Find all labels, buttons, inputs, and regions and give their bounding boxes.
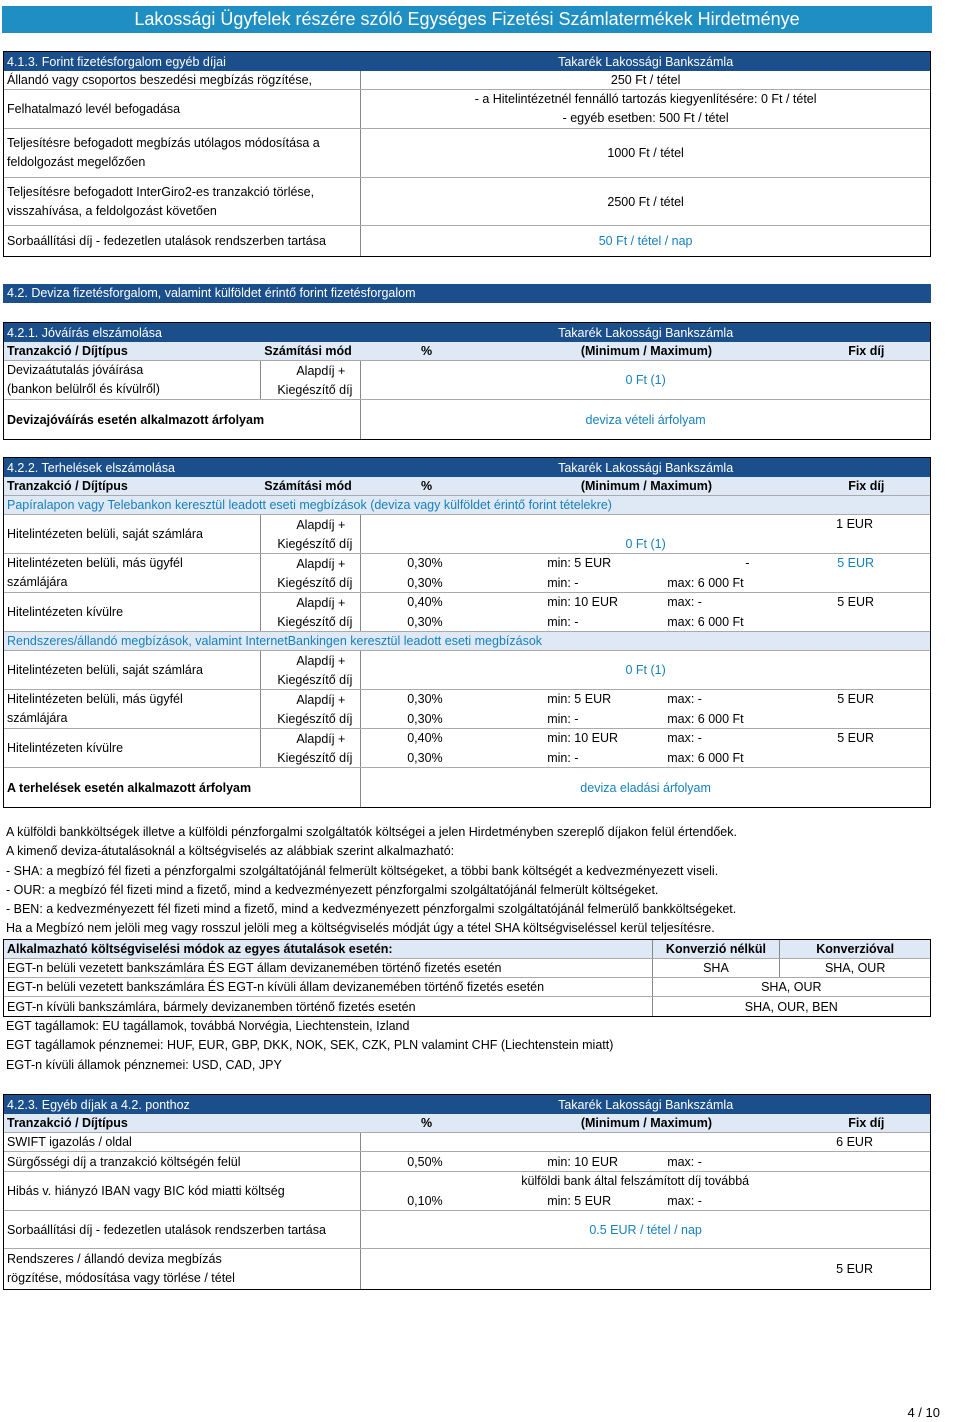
fix-fee: 6 EUR <box>836 1135 873 1149</box>
row-value: 0 Ft (1) <box>625 536 666 551</box>
percent: 0,30% <box>407 575 443 590</box>
row-label: A terhelések esetén alkalmazott árfolyam <box>4 768 361 807</box>
row-label: SWIFT igazolás / oldal <box>4 1133 361 1151</box>
table-row <box>4 129 930 178</box>
percent: 0,30% <box>407 711 443 726</box>
table-row <box>4 554 930 593</box>
egt-notes <box>6 1017 926 1075</box>
row-label: Sorbaállítási díj - fedezetlen utalások rendszerben tartása <box>4 226 361 256</box>
col-fix: Fix díj <box>848 479 885 493</box>
table-row <box>4 997 930 1016</box>
row-label: Hitelintézeten belüli, saját számlára <box>4 651 261 689</box>
calc-mode: Alapdíj + <box>296 363 346 378</box>
percent: 0,30% <box>407 614 443 629</box>
table-header <box>4 323 930 342</box>
section-title: 4.2.2. Terhelések elszámolása <box>7 460 175 475</box>
calc-mode: Alapdíj + <box>296 517 346 532</box>
column-header-row <box>4 342 930 361</box>
row-label: Hitelintézeten kívülre <box>4 729 261 767</box>
table-row <box>4 593 930 632</box>
minimum: min: - <box>547 575 579 590</box>
row-value: SHA <box>653 959 781 977</box>
calc-mode: Kiegészítő díj <box>277 711 353 726</box>
col-transaction: Tranzakció / Díjtípus <box>7 1116 128 1130</box>
note-line: EGT-n kívüli államok pénznemei: USD, CAD, JPY <box>6 1057 282 1072</box>
table-row <box>4 1172 930 1211</box>
maximum: max: - <box>667 1154 702 1169</box>
table-row <box>4 1133 930 1152</box>
table-row <box>4 400 930 439</box>
cost-bearing-table <box>3 939 931 1017</box>
section-title: 4.2.3. Egyéb díjak a 4.2. ponthoz <box>7 1097 190 1112</box>
percent: 0,30% <box>407 556 443 571</box>
group-title: Papíralapon vagy Telebankon keresztül leadott eseti megbízások (deviza vagy külföldet érintő forint tételekre) <box>7 498 612 512</box>
product-name: Takarék Lakossági Bankszámla <box>558 54 734 69</box>
col-no-conversion: Konverzió nélkül <box>653 940 781 958</box>
percent: 0,40% <box>407 731 443 746</box>
table-header <box>4 1095 930 1114</box>
calc-mode: Kiegészítő díj <box>277 382 353 397</box>
row-value: SHA, OUR, BEN <box>744 999 838 1014</box>
note-line: Ha a Megbízó nem jelöli meg vagy rosszul jelöli meg a költségviselés módját úgy a tétel SHA költségviseléssel kerül teljesítésre. <box>6 921 715 936</box>
table-header <box>4 458 930 477</box>
row-label: Devizaátutalás jóváírása <box>7 363 144 377</box>
fix-fee: 5 EUR <box>836 1262 873 1276</box>
minimum: min: 10 EUR <box>547 731 619 746</box>
percent: 0,50% <box>407 1154 443 1169</box>
row-label: Állandó vagy csoportos beszedési megbízás rögzítése, <box>4 71 361 89</box>
minimum: min: - <box>547 750 579 765</box>
col-minmax: (Minimum / Maximum) <box>580 479 713 493</box>
table-row <box>4 361 930 400</box>
row-label: Hibás v. hiányzó IBAN vagy BIC kód miatti költség <box>4 1172 361 1210</box>
maximum: max: - <box>667 595 702 610</box>
percent: 0,40% <box>407 595 443 610</box>
section-title-42: 4.2. Deviza fizetésforgalom, valamint külföldet érintő forint fizetésforgalom <box>3 284 931 303</box>
table-header <box>4 52 930 71</box>
table-row <box>4 959 930 978</box>
table-row <box>4 1249 930 1289</box>
table-row <box>4 768 930 807</box>
row-label: visszahívása, a feldolgozást követően <box>7 203 217 218</box>
col-minmax: (Minimum / Maximum) <box>580 1116 713 1130</box>
fix-fee: 1 EUR <box>836 517 873 532</box>
maximum: max: 6 000 Ft <box>667 614 744 629</box>
row-label: Teljesítésre befogadott megbízás utólagos módosítása a <box>7 136 320 150</box>
row-value: 250 Ft / tétel <box>610 73 681 87</box>
table-row <box>4 71 930 90</box>
col-transaction: Tranzakció / Díjtípus <box>7 344 128 358</box>
percent: 0,30% <box>407 692 443 707</box>
table-row <box>4 178 930 226</box>
table-413 <box>3 51 931 257</box>
table-421 <box>3 322 931 440</box>
row-label: Devizajóváírás esetén alkalmazott árfolyam <box>4 400 361 439</box>
row-value: 50 Ft / tétel / nap <box>598 234 693 248</box>
calc-mode: Alapdíj + <box>296 595 346 610</box>
maximum: - <box>745 556 750 571</box>
calc-mode: Kiegészítő díj <box>277 750 353 765</box>
calc-mode: Alapdíj + <box>296 653 346 668</box>
row-label: számlájára <box>7 711 68 725</box>
row-label: Hitelintézeten belüli, más ügyfél <box>7 556 183 570</box>
table-row <box>4 651 930 690</box>
row-label: Hitelintézeten belüli, saját számlára <box>4 515 261 553</box>
column-header-row <box>4 940 930 959</box>
group-header <box>4 632 930 651</box>
row-value: SHA, OUR <box>824 961 886 975</box>
note-line: - SHA: a megbízó fél fizeti a pénzforgalmi szolgáltatójánál felmerült költségeket, a többi bank költségét a kedvezményezett viseli. <box>6 863 719 878</box>
calc-mode: Alapdíj + <box>296 556 346 571</box>
row-value: 0 Ft (1) <box>625 373 666 387</box>
fix-fee: 5 EUR <box>837 731 875 746</box>
section-title: 4.1.3. Forint fizetésforgalom egyéb díjai <box>7 54 226 69</box>
row-label: Teljesítésre befogadott InterGiro2-es tranzakció törlése, <box>7 184 315 199</box>
row-value: deviza eladási árfolyam <box>580 780 711 795</box>
table-row <box>4 226 930 256</box>
note-line: EGT tagállamok pénznemei: HUF, EUR, GBP, DKK, NOK, SEK, CZK, PLN valamint CHF (Liechtenstein miatt) <box>6 1038 614 1053</box>
page-title: Lakossági Ügyfelek részére szóló Egységes Fizetési Számlatermékek Hirdetménye <box>2 6 932 33</box>
product-name: Takarék Lakossági Bankszámla <box>558 325 734 340</box>
col-percent: % <box>421 479 433 493</box>
note-line: - BEN: a kedvezményezett fél fizeti mind a fizető, mind a kedvezményezett pénzforgalmi szolgáltatójánál felmerülő bankköltségeket. <box>6 902 737 917</box>
note-line: A kimenő deviza-átutalásoknál a költségviselés az alábbiak szerint alkalmazható: <box>6 844 455 859</box>
calc-mode: Kiegészítő díj <box>277 536 353 551</box>
minimum: min: 10 EUR <box>547 1154 619 1169</box>
col-mode: Számítási mód <box>264 344 352 358</box>
row-label: számlájára <box>7 575 68 589</box>
page-number: 4 / 10 <box>907 1405 940 1420</box>
product-name: Takarék Lakossági Bankszámla <box>558 460 734 475</box>
minimum: min: - <box>547 614 579 629</box>
fix-fee: 5 EUR <box>837 595 875 610</box>
percent: 0,30% <box>407 750 443 765</box>
section-title: 4.2.1. Jóváírás elszámolása <box>7 325 162 340</box>
row-label: Felhatalmazó levél befogadása <box>4 90 361 128</box>
column-header-row <box>4 1114 930 1133</box>
table-422 <box>3 457 931 808</box>
calc-mode: Alapdíj + <box>296 731 346 746</box>
row-value: - a Hitelintézetnél fennálló tartozás kiegyenlítésére: 0 Ft / tétel <box>474 92 817 106</box>
col-conversion: Konverzióval <box>816 942 895 956</box>
notes <box>6 823 926 939</box>
minimum: min: 5 EUR <box>547 692 612 707</box>
row-value: 0.5 EUR / tétel / nap <box>589 1222 702 1237</box>
minimum: min: 10 EUR <box>547 595 619 610</box>
row-label: feldolgozást megelőzően <box>7 155 146 169</box>
col-fix: Fix díj <box>848 344 885 358</box>
fix-fee: 5 EUR <box>837 692 875 707</box>
col-minmax: (Minimum / Maximum) <box>580 344 713 358</box>
row-value: SHA, OUR <box>761 980 822 994</box>
col-label: Alkalmazható költségviselési módok az egyes átutalások esetén: <box>4 940 653 958</box>
table-row <box>4 90 930 129</box>
table-row <box>4 690 930 729</box>
col-percent: % <box>421 1116 433 1130</box>
row-label: EGT-n kívüli bankszámlára, bármely devizanemben történő fizetés esetén <box>4 997 653 1016</box>
table-423 <box>3 1094 931 1290</box>
col-fix: Fix díj <box>848 1116 885 1130</box>
table-row <box>4 515 930 554</box>
row-label: EGT-n belüli vezetett bankszámlára ÉS EGT-n kívüli állam devizanemében történő fizetés esetén <box>4 978 653 996</box>
calc-mode: Kiegészítő díj <box>277 614 353 629</box>
note-line: EGT tagállamok: EU tagállamok, továbbá Norvégia, Liechtenstein, Izland <box>6 1019 410 1033</box>
group-header <box>4 496 930 515</box>
calc-mode: Kiegészítő díj <box>277 575 353 590</box>
calc-mode: Alapdíj + <box>296 692 346 707</box>
maximum: max: 6 000 Ft <box>667 711 744 726</box>
minimum: min: - <box>547 711 579 726</box>
row-label: Sorbaállítási díj - fedezetlen utalások rendszerben tartása <box>4 1211 361 1248</box>
maximum: max: - <box>667 692 702 707</box>
product-name: Takarék Lakossági Bankszámla <box>558 1097 734 1112</box>
table-row <box>4 729 930 768</box>
table-row <box>4 1152 930 1172</box>
row-label: Hitelintézeten belüli, más ügyfél <box>7 692 183 706</box>
fix-fee: 5 EUR <box>837 556 875 571</box>
minimum: min: 5 EUR <box>547 556 612 571</box>
row-value: 0 Ft (1) <box>625 663 666 677</box>
row-value: 2500 Ft / tétel <box>607 194 684 209</box>
maximum: max: 6 000 Ft <box>667 750 744 765</box>
note: külföldi bank által felszámított díj továbbá <box>521 1174 750 1189</box>
table-row <box>4 978 930 997</box>
row-label: Rendszeres / állandó deviza megbízás <box>7 1252 222 1266</box>
row-label: (bankon belülről és kívülről) <box>7 382 160 396</box>
column-header-row <box>4 477 930 496</box>
row-value: 1000 Ft / tétel <box>607 146 684 160</box>
percent: 0,10% <box>407 1193 443 1208</box>
table-row <box>4 1211 930 1249</box>
group-title: Rendszeres/állandó megbízások, valamint InternetBankingen keresztül leadott eseti megbízások <box>7 634 543 648</box>
row-value: - egyéb esetben: 500 Ft / tétel <box>562 111 729 125</box>
maximum: max: 6 000 Ft <box>667 575 744 590</box>
row-value: deviza vételi árfolyam <box>585 412 706 427</box>
col-mode: Számítási mód <box>264 479 352 493</box>
note-line: A külföldi bankköltségek illetve a külföldi pénzforgalmi szolgáltatók költségei a jelen Hirdetményben szereplő díjakon felül értendőek. <box>6 825 737 839</box>
row-label: Sürgősségi díj a tranzakció költségén felül <box>4 1152 361 1171</box>
row-label: Hitelintézeten kívülre <box>4 593 261 631</box>
col-transaction: Tranzakció / Díjtípus <box>7 479 128 493</box>
note-line: - OUR: a megbízó fél fizeti mind a fizető, mind a kedvezményezett pénzforgalmi szolgáltatójánál felmerült költségeket. <box>6 882 659 897</box>
calc-mode: Kiegészítő díj <box>277 672 353 687</box>
maximum: max: - <box>667 731 702 746</box>
row-label: EGT-n belüli vezetett bankszámlára ÉS EGT állam devizanemében történő fizetés esetén <box>4 959 653 977</box>
row-label: rögzítése, módosítása vagy törlése / tétel <box>7 1271 235 1285</box>
minimum: min: 5 EUR <box>547 1193 612 1208</box>
col-percent: % <box>421 344 433 358</box>
maximum: max: - <box>667 1193 702 1208</box>
